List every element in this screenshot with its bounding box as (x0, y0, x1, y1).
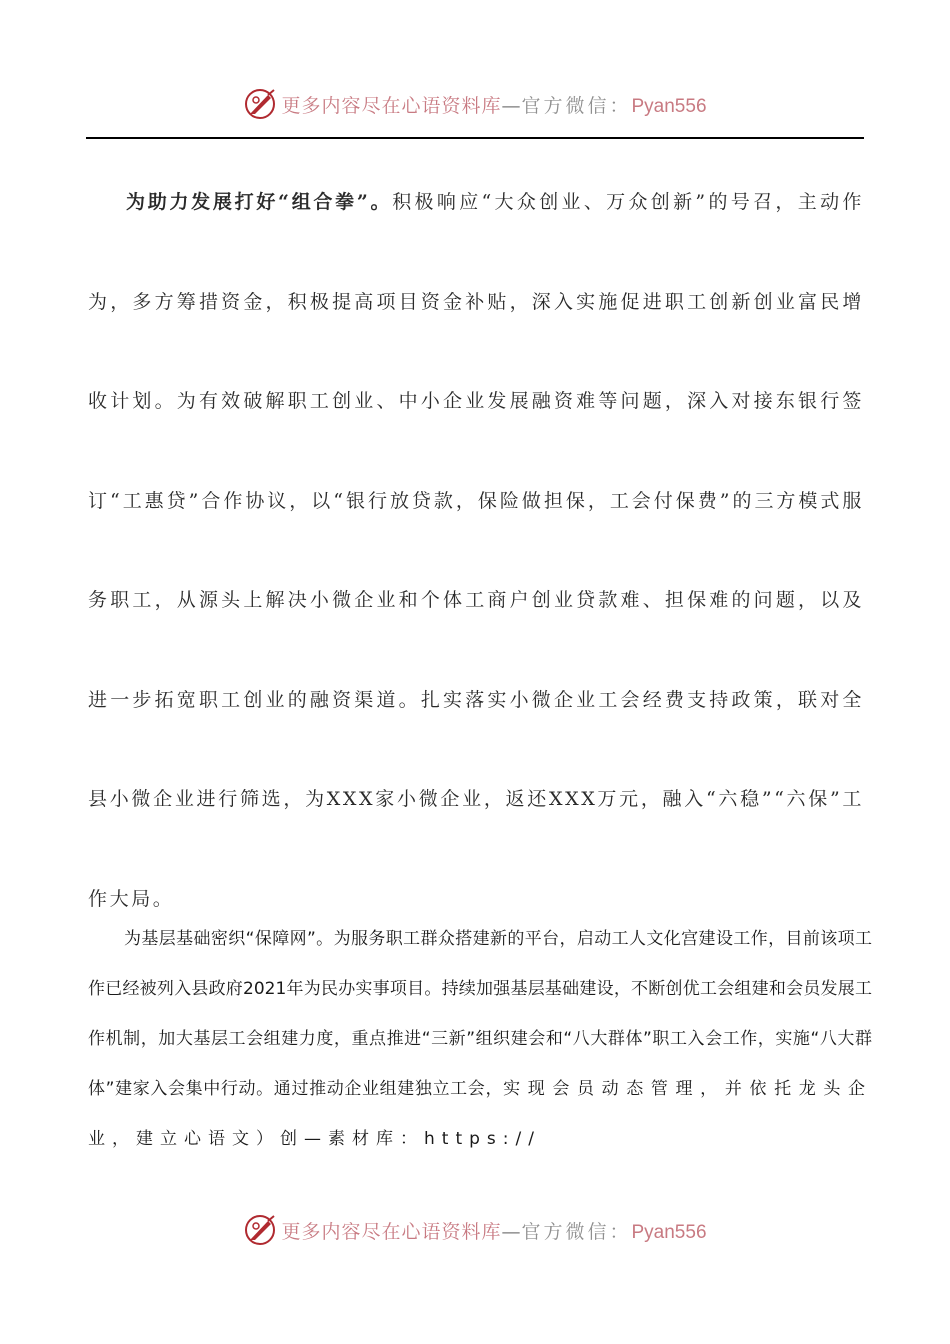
paragraph-2-last-line: 实现会员动态管理，并依托龙头企业，建立心语文）创—素材库：https:// (88, 1079, 873, 1149)
banner-separator: — (501, 94, 522, 117)
banner-text (281, 91, 706, 118)
footer-banner (0, 1210, 950, 1250)
paragraph-1-text: 积极响应“大众创业、万众创新”的号召，主动作为，多方筹措资金，积极提高项目资金补贴，深入实施促进职工创新创业富民增收计划。为有效破解职工创业、中小企业发展融资难等问题，深入对接东银行签订“工惠贷”合作协议，以“银行放贷款，保险做担保，工会付保费”的三方模式服务职工，从源头上解决小微企业和个体工商户创业贷款难、担保难的问题，以及进一步拓宽职工创业的融资渠道。扎实落实小微企业工会经费支持政策，联对全县小微企业进行筛选，为XXX家小微企业，返还XXX万元，融入“六稳”“六保”工作大局。 (88, 191, 864, 910)
quill-logo-icon (243, 1213, 277, 1247)
banner-wechat-id: Pyan556 (631, 1221, 707, 1243)
banner-wechat-id: Pyan556 (631, 95, 707, 117)
banner-wechat-label: 官方微信： (521, 94, 632, 117)
paragraph-1-lead: 为助力发展打好“组合拳”。 (126, 191, 393, 213)
paragraph-2 (88, 914, 872, 1164)
header-divider (86, 137, 864, 139)
paragraph-2-text: 为基层基础密织“保障网”。为服务职工群众搭建新的平台，启动工人文化宫建设工作，目前该项工作已经被列入县政府2021年为民办实事项目。持续加强基层基础建设，不断创优工会组建和会员发展工作机制，加大基层工会组建力度，重点推进“三新”组织建会和“八大群体”职工入会工作，实施“八大群体”建家入会集中行动。通过推动企业组建独立工会， (88, 929, 872, 1099)
banner-separator: — (501, 1220, 522, 1243)
banner-main: 更多内容尽在心语资料库 (281, 94, 502, 117)
header-banner (0, 84, 950, 124)
quill-logo-icon (243, 87, 277, 121)
banner-text (281, 1217, 706, 1244)
banner-main: 更多内容尽在心语资料库 (281, 1220, 502, 1243)
paragraph-1 (88, 153, 864, 949)
banner-wechat-label: 官方微信： (521, 1220, 632, 1243)
